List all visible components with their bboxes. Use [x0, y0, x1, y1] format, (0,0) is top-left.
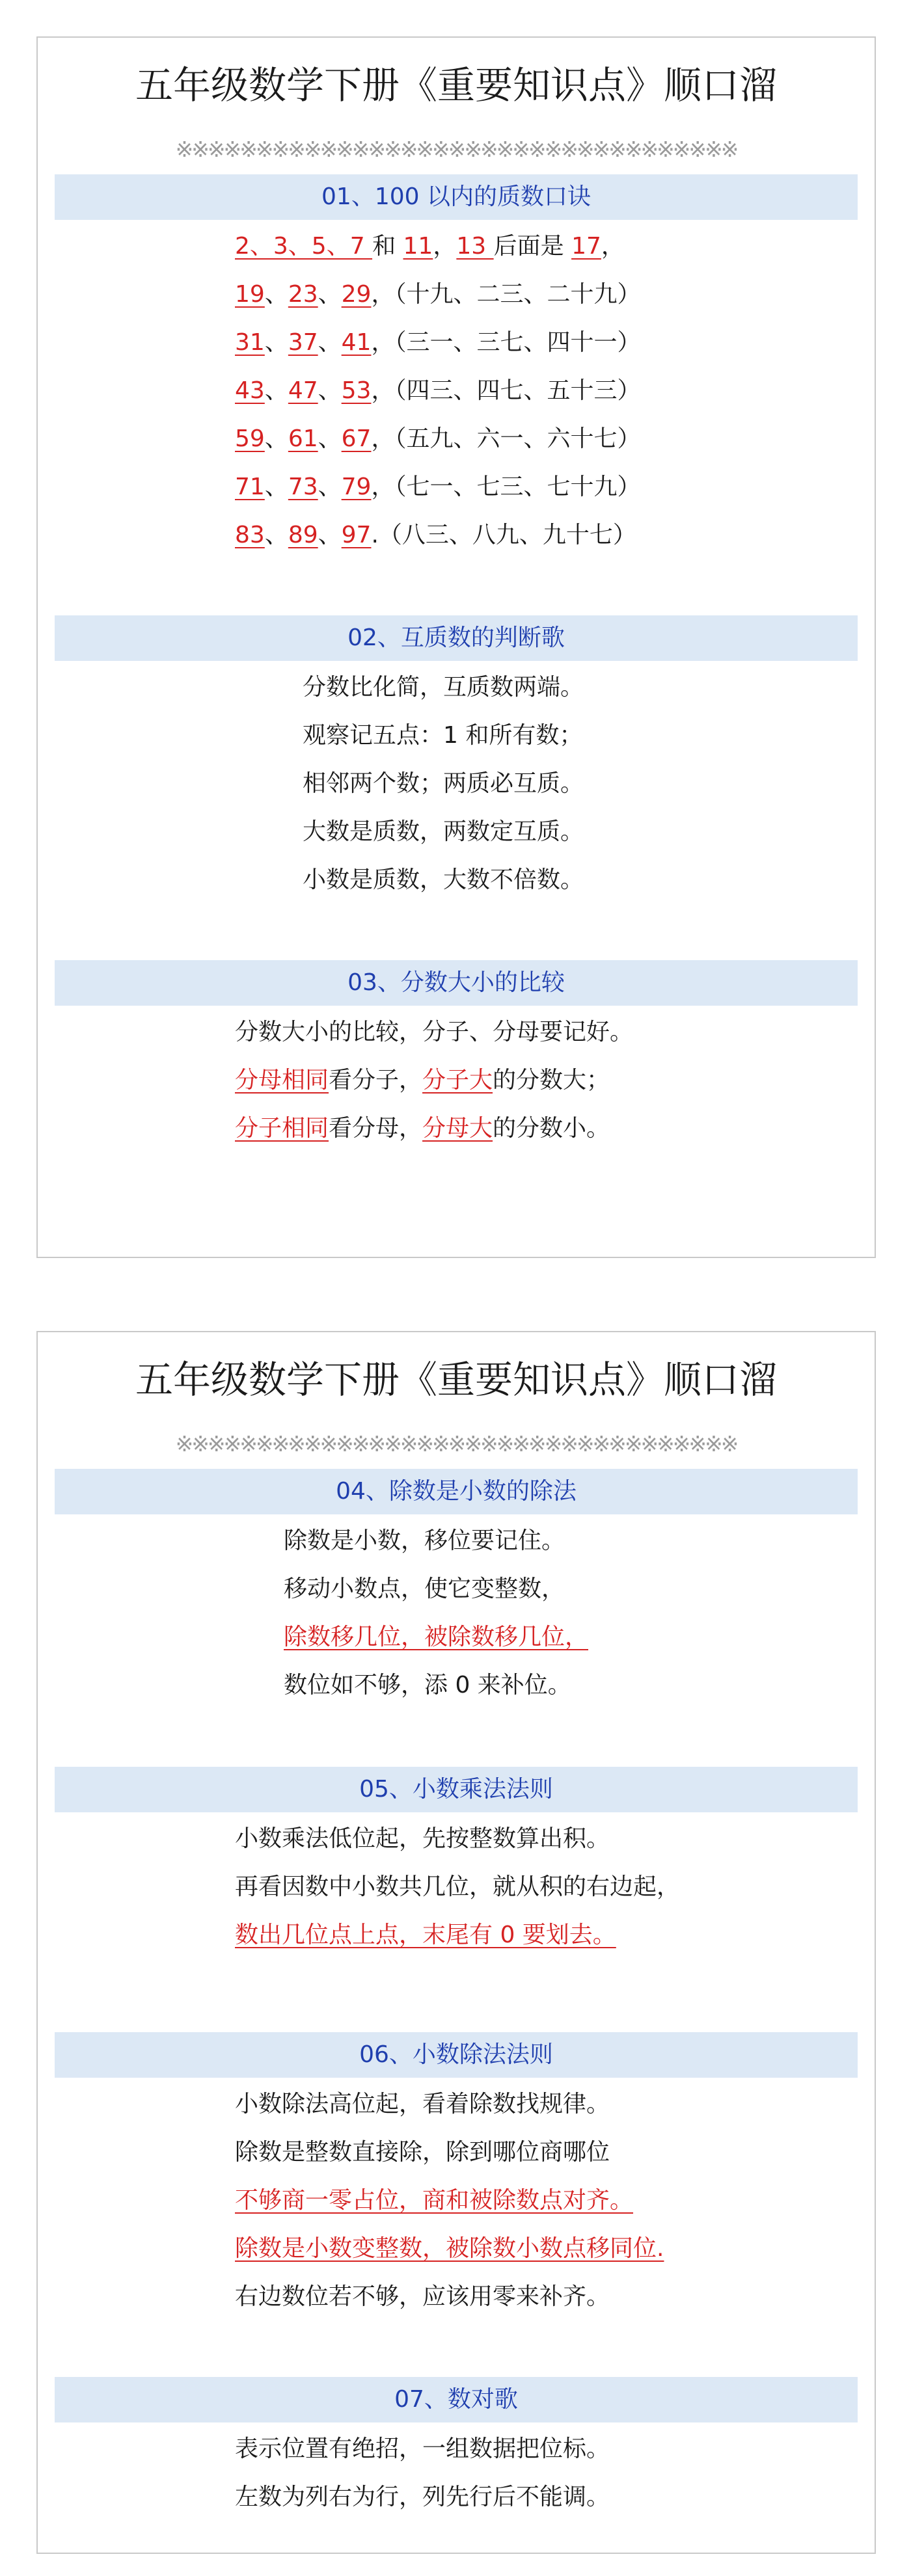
section-06-lines	[38, 2080, 875, 2321]
prime-line-2	[235, 271, 875, 319]
rhyme-line: 观察记五点：1 和所有数；	[303, 722, 583, 749]
connector-text: 后面是	[493, 233, 572, 260]
section-heading-02: 02、互质数的判断歌	[55, 615, 858, 661]
mnemonic-text: .（八三、八九、九十七）	[371, 522, 636, 548]
rhyme-line: 移动小数点，使它变整数，	[284, 1576, 565, 1602]
separator: 、	[318, 522, 342, 548]
section-heading-05: 05、小数乘法法则	[55, 1767, 858, 1812]
prime-line-3	[235, 319, 875, 367]
rhyme-line: 除数是整数直接除，除到哪位商哪位	[235, 2139, 610, 2166]
section-heading-03: 03、分数大小的比较	[55, 960, 858, 1006]
prime-number: 83	[235, 522, 265, 548]
separator: 、	[264, 377, 288, 404]
prime-number: 89	[288, 522, 318, 548]
rhyme-line	[235, 1105, 875, 1153]
separator: 、	[264, 281, 288, 308]
highlight-text: 分母相同	[235, 1067, 329, 1093]
section-heading-07: 07、数对歌	[55, 2377, 858, 2422]
prime-number: 53	[341, 377, 372, 404]
prime-number: 43	[235, 377, 265, 404]
prime-number: 61	[288, 425, 318, 452]
page-title: 五年级数学下册《重要知识点》顺口溜	[135, 1358, 777, 1402]
rhyme-line: 右边数位若不够，应该用零来补齐。	[235, 2283, 610, 2310]
separator: ，	[601, 233, 625, 260]
prime-number: 19	[235, 281, 265, 308]
prime-number: 97	[341, 522, 372, 548]
page-2	[36, 1331, 876, 2554]
plain-text: 的分数小。	[493, 1115, 610, 1142]
prime-number: 17	[571, 233, 601, 260]
plain-text: 看分母，	[329, 1115, 423, 1142]
plain-text: 的分数大；	[493, 1067, 610, 1093]
plain-text: 看分子，	[329, 1067, 423, 1093]
prime-line-5	[235, 415, 875, 463]
prime-number: 37	[288, 329, 318, 356]
decorative-divider: ※※※※※※※※※※※※※※※※※※※※※※※※※※※※※※※※※※※	[175, 137, 737, 162]
rhyme-line: 小数乘法低位起，先按整数算出积。	[235, 1825, 610, 1852]
page-1	[36, 36, 876, 1258]
section-05-lines	[38, 1815, 875, 1959]
prime-number: 23	[288, 281, 318, 308]
rhyme-line: 再看因数中小数共几位，就从积的右边起，	[235, 1873, 681, 1900]
prime-numbers: 2、3、5、7	[235, 233, 373, 260]
mnemonic-text: ，（七一、七三、七十九）	[371, 474, 641, 500]
rhyme-line-highlight: 数出几位点上点，末尾有 0 要划去。	[235, 1922, 616, 1948]
rhyme-line-highlight: 不够商一零占位，商和被除数点对齐。	[235, 2187, 634, 2214]
separator: 、	[264, 425, 288, 452]
section-03-lines	[38, 1008, 875, 1153]
rhyme-line: 除数是小数，移位要记住。	[284, 1527, 565, 1554]
section-heading-01: 01、100 以内的质数口诀	[55, 174, 858, 220]
prime-number: 11	[403, 233, 433, 260]
mnemonic-text: ，（五九、六一、六十七）	[371, 425, 641, 452]
page-title: 五年级数学下册《重要知识点》顺口溜	[135, 63, 777, 107]
separator: ，	[433, 233, 457, 260]
rhyme-line-highlight: 除数移几位，被除数移几位，	[284, 1624, 589, 1650]
spacer	[38, 2321, 875, 2367]
section-02-lines	[38, 664, 875, 904]
section-04-lines	[38, 1517, 875, 1710]
prime-line-7	[235, 511, 875, 559]
decorative-divider: ※※※※※※※※※※※※※※※※※※※※※※※※※※※※※※※※※※※	[175, 1431, 737, 1456]
mnemonic-text: ，（四三、四七、五十三）	[371, 377, 641, 404]
rhyme-line: 分数比化简，互质数两端。	[303, 674, 584, 701]
spacer	[38, 1710, 875, 1756]
separator: 、	[264, 474, 288, 500]
prime-number: 13	[456, 233, 494, 260]
separator: 、	[318, 425, 342, 452]
separator: 、	[318, 329, 342, 356]
separator: 、	[264, 329, 288, 356]
prime-number: 29	[341, 281, 372, 308]
prime-line-4	[235, 367, 875, 415]
prime-number: 59	[235, 425, 265, 452]
spacer	[38, 559, 875, 605]
separator: 、	[318, 281, 342, 308]
section-01-lines	[38, 222, 875, 559]
rhyme-line	[235, 1056, 875, 1105]
rhyme-line: 表示位置有绝招，一组数据把位标。	[235, 2435, 610, 2462]
highlight-text: 分子大	[422, 1067, 493, 1093]
connector-text: 和	[372, 233, 403, 260]
highlight-text: 分子相同	[235, 1115, 329, 1142]
prime-line-6	[235, 463, 875, 511]
prime-number: 67	[341, 425, 372, 452]
rhyme-line: 小数除法高位起，看着除数找规律。	[235, 2091, 610, 2117]
section-heading-04: 04、除数是小数的除法	[55, 1469, 858, 1514]
prime-number: 73	[288, 474, 318, 500]
section-07-lines	[38, 2425, 875, 2521]
prime-number: 41	[341, 329, 372, 356]
prime-number: 79	[341, 474, 372, 500]
section-heading-06: 06、小数除法法则	[55, 2032, 858, 2078]
prime-number: 47	[288, 377, 318, 404]
prime-number: 71	[235, 474, 265, 500]
prime-number: 31	[235, 329, 265, 356]
rhyme-line: 小数是质数，大数不倍数。	[303, 866, 584, 893]
rhyme-line: 相邻两个数；两质必互质。	[303, 770, 584, 797]
separator: 、	[264, 522, 288, 548]
rhyme-line: 数位如不够，添 0 来补位。	[284, 1672, 571, 1698]
rhyme-line: 分数大小的比较，分子、分母要记好。	[235, 1019, 634, 1045]
mnemonic-text: ，（三一、三七、四十一）	[371, 329, 641, 356]
rhyme-line: 大数是质数，两数定互质。	[303, 818, 584, 845]
separator: 、	[318, 474, 342, 500]
rhyme-line: 左数为列右为行，列先行后不能调。	[235, 2484, 610, 2510]
spacer	[38, 904, 875, 950]
spacer	[38, 1959, 875, 2022]
highlight-text: 分母大	[422, 1115, 493, 1142]
separator: 、	[318, 377, 342, 404]
mnemonic-text: ，（十九、二三、二十九）	[371, 281, 641, 308]
prime-line-1	[235, 222, 875, 271]
rhyme-line-highlight: 除数是小数变整数，被除数小数点移同位.	[235, 2235, 664, 2262]
